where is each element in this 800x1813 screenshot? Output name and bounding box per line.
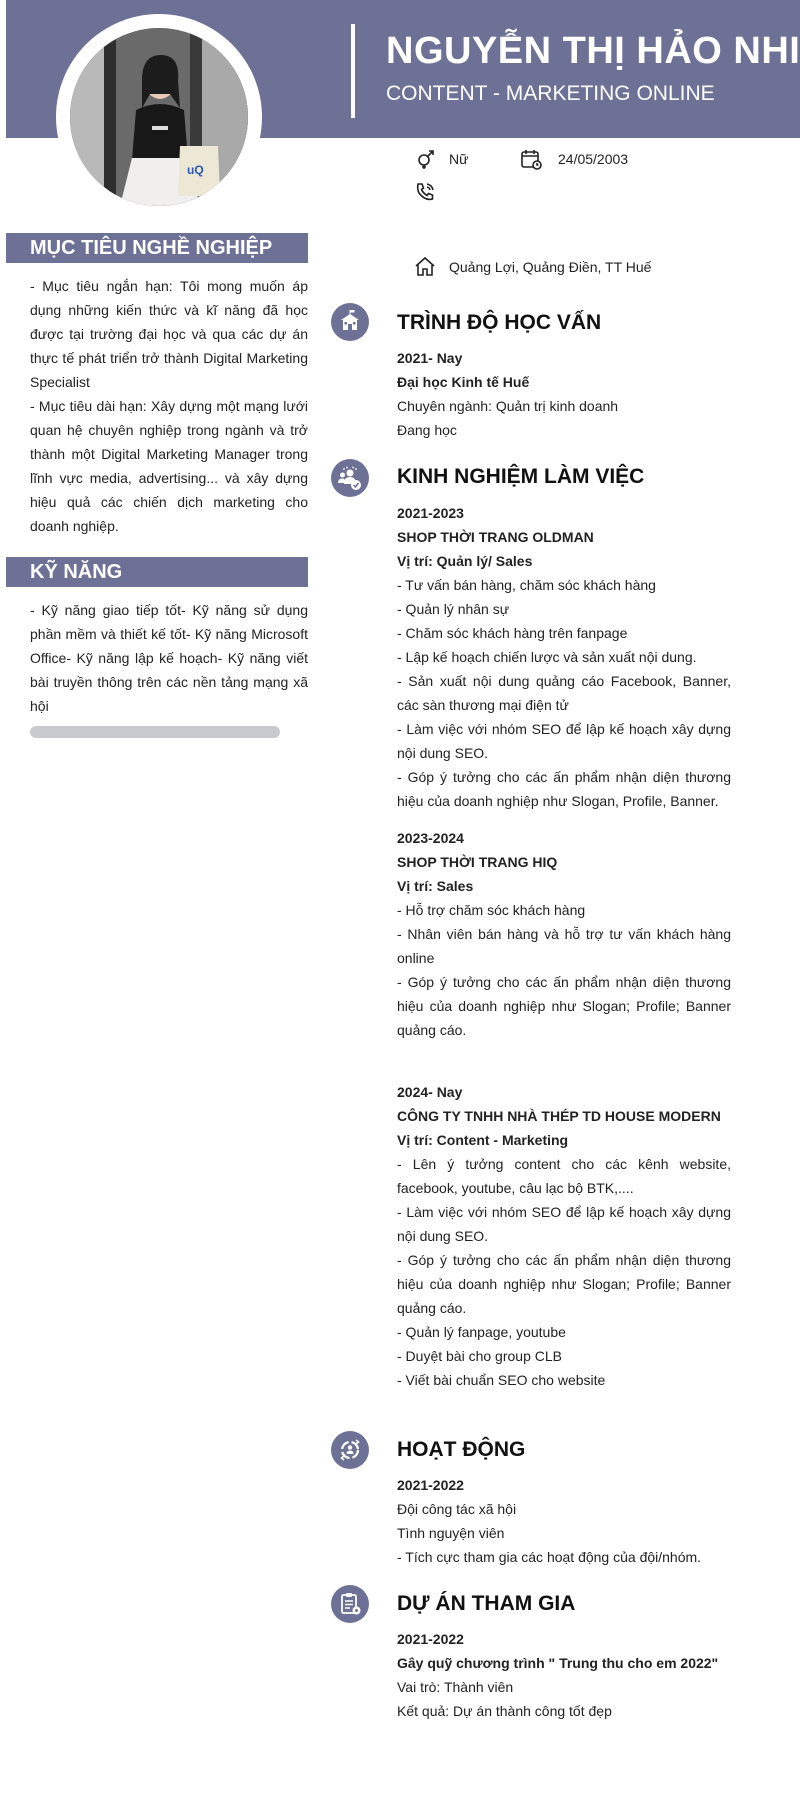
projects-name: Gây quỹ chương trình " Trung thu cho em 2022" [397, 1655, 719, 1671]
job-period: 2023-2024 [397, 830, 464, 846]
job-duty: - Lên ý tưởng content cho các kênh website, facebook, youtube, câu lạc bộ BTK,.... [397, 1156, 731, 1196]
projects-period: 2021-2022 [397, 1631, 464, 1647]
calendar-icon [519, 147, 543, 171]
job-duty: - Duyệt bài cho group CLB [397, 1348, 562, 1364]
education-title: TRÌNH ĐỘ HỌC VẤN [397, 311, 602, 334]
header-divider [351, 24, 355, 118]
gender-info [413, 147, 468, 171]
job-duty: - Hỗ trợ chăm sóc khách hàng [397, 902, 586, 918]
address-text: Quảng Lợi, Quảng Điền, TT Huế [449, 259, 652, 275]
experience-title: KINH NGHIỆM LÀM VIỆC [397, 465, 645, 488]
home-icon [413, 255, 437, 279]
job-position: Vị trí: Content - Marketing [397, 1132, 569, 1148]
projects-block [397, 1627, 731, 1723]
projects-title: DỰ ÁN THAM GIA [397, 1592, 576, 1615]
profile-photo [70, 28, 248, 206]
skill-level-bar [30, 726, 280, 738]
projects-role: Vai trò: Thành viên [397, 1679, 514, 1695]
svg-text:uQ: uQ [187, 163, 204, 177]
job-duty: - Lập kế hoạch chiến lược và sản xuất nội dung. [397, 649, 697, 665]
skills-text [30, 598, 308, 718]
candidate-role: CONTENT - MARKETING ONLINE [386, 82, 715, 105]
phone-info [413, 180, 449, 204]
job-duty: - Làm việc với nhóm SEO để lập kế hoạch xây dựng nội dung SEO. [397, 1204, 731, 1244]
job-company: SHOP THỜI TRANG HIQ [397, 854, 558, 870]
address-info [413, 255, 651, 279]
education-school: Đại học Kinh tế Huế [397, 374, 530, 390]
job-company: CÔNG TY TNHH NHÀ THÉP TD HOUSE MODERN [397, 1108, 721, 1124]
education-major: Chuyên ngành: Quản trị kinh doanh [397, 398, 619, 414]
job-company: SHOP THỜI TRANG OLDMAN [397, 529, 594, 545]
job-position: Vị trí: Sales [397, 878, 474, 894]
education-status: Đang học [397, 422, 457, 438]
objective-long-term: - Mục tiêu dài hạn: Xây dựng một mạng lưới quan hệ chuyên nghiệp trong ngành và trở thành một Digital Marketing Manager trong lĩnh vực media, advertising... và xây dựng hiệu quả các chiến dịch marketing cho doanh nghiệp. [30, 398, 308, 534]
school-icon [331, 303, 369, 341]
gender-text: Nữ [449, 151, 469, 167]
job-duty: - Sản xuất nội dung quảng cáo Facebook, Banner, các sàn thương mại điện tử [397, 673, 731, 713]
job-duty: - Nhân viên bán hàng và hỗ trợ tư vấn khách hàng online [397, 926, 731, 966]
job-duty: - Góp ý tưởng cho các ấn phẩm nhận diện thương hiệu của doanh nghiệp như Slogan, Profile, Banner. [397, 769, 731, 809]
phone-icon [413, 180, 437, 204]
skills-list: - Kỹ năng giao tiếp tốt- Kỹ năng sử dụng phần mềm và thiết kế tốt- Kỹ năng Microsoft Office- Kỹ năng lập kế hoạch- Kỹ năng viết bài truyền thông trên các nền tảng mạng xã hội [30, 602, 308, 714]
job-duty: - Góp ý tưởng cho các ấn phẩm nhận diện thương hiệu của doanh nghiệp như Slogan; Profile; Banner quảng cáo. [397, 974, 731, 1038]
job-period: 2024- Nay [397, 1084, 463, 1100]
job-oldman [397, 501, 731, 813]
job-duty: - Chăm sóc khách hàng trên fanpage [397, 625, 628, 641]
birthday-info [519, 147, 628, 171]
birthday-text: 24/05/2003 [558, 151, 629, 167]
job-duty: - Tư vấn bán hàng, chăm sóc khách hàng [397, 577, 656, 593]
activities-block [397, 1473, 731, 1569]
objective-text [30, 274, 308, 538]
job-td-house [397, 1080, 731, 1392]
clipboard-icon [331, 1585, 369, 1623]
job-position: Vị trí: Quản lý/ Sales [397, 553, 533, 569]
job-duty: - Quản lý nhân sự [397, 601, 510, 617]
activities-role: Tình nguyện viên [397, 1525, 505, 1541]
job-period: 2021-2023 [397, 505, 464, 521]
skills-title: KỸ NĂNG [6, 557, 308, 587]
projects-result: Kết quả: Dự án thành công tốt đẹp [397, 1703, 612, 1719]
job-hiq [397, 826, 731, 1042]
job-duty: - Viết bài chuẩn SEO cho website [397, 1372, 606, 1388]
activities-org: Đội công tác xã hội [397, 1501, 517, 1517]
avatar [70, 28, 248, 206]
candidate-name: NGUYỄN THỊ HẢO NHI [386, 30, 800, 72]
activities-title: HOẠT ĐỘNG [397, 1438, 526, 1461]
job-duty: - Làm việc với nhóm SEO để lập kế hoạch xây dựng nội dung SEO. [397, 721, 731, 761]
activities-period: 2021-2022 [397, 1477, 464, 1493]
objective-short-term: - Mục tiêu ngắn hạn: Tôi mong muốn áp dụng những kiến thức và kĩ năng đã học được tại trường đại học và qua các dự án thực tế phát triển trở thành Digital Marketing Specialist [30, 278, 308, 390]
job-duty: - Góp ý tưởng cho các ấn phẩm nhận diện thương hiệu của doanh nghiệp như Slogan; Profile; Banner quảng cáo. [397, 1252, 731, 1316]
activity-icon [331, 1431, 369, 1469]
activities-detail: - Tích cực tham gia các hoạt động của đội/nhóm. [397, 1549, 702, 1565]
objective-title: MỤC TIÊU NGHỀ NGHIỆP [6, 233, 308, 263]
job-duty: - Quản lý fanpage, youtube [397, 1324, 566, 1340]
gender-icon [413, 147, 437, 171]
education-block [397, 346, 731, 442]
education-period: 2021- Nay [397, 350, 463, 366]
team-icon [331, 459, 369, 497]
